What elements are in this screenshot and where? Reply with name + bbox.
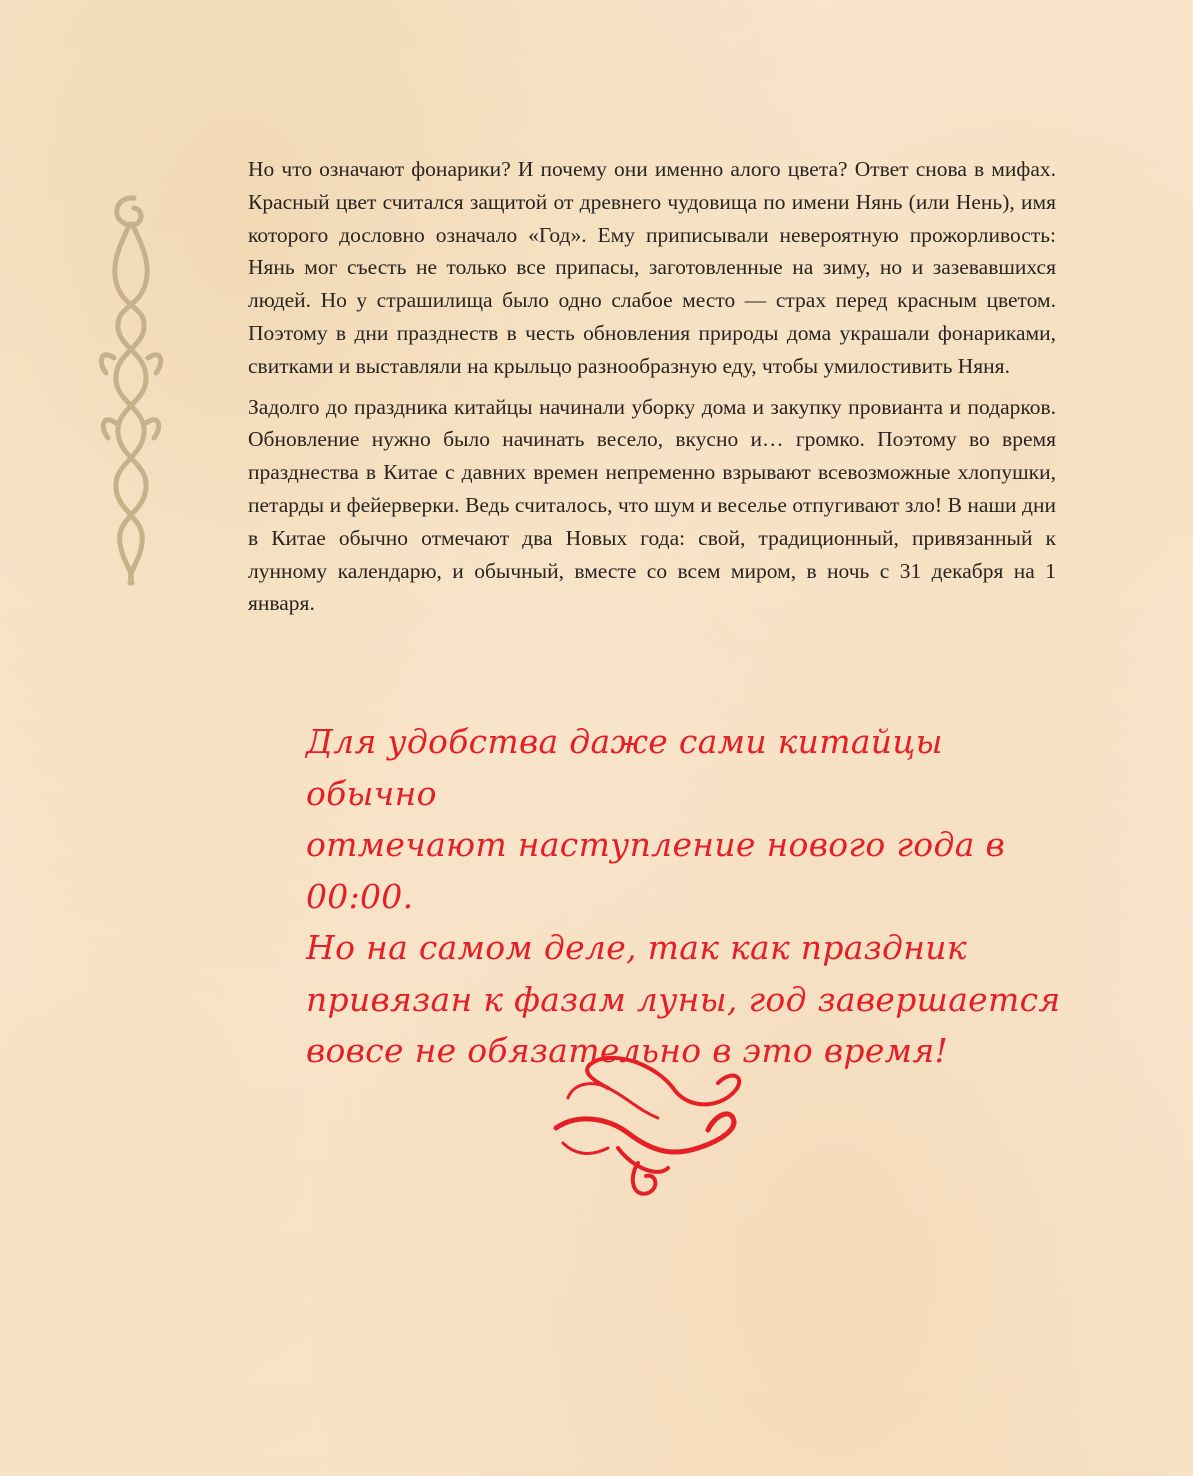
flourish-ornament-left bbox=[96, 188, 166, 588]
article-body bbox=[248, 153, 1056, 628]
callout-quote bbox=[306, 716, 1066, 1077]
flourish-ornament-bottom bbox=[548, 1048, 758, 1208]
quote-line: Но на самом деле, так как праздник bbox=[306, 928, 967, 967]
quote-line: отмечают наступление нового года в 00:00. bbox=[306, 825, 1005, 916]
paragraph-celebration: Задолго до праздника китайцы начинали уборку дома и закупку провианта и подарков. Обновление нужно было начинать весело, вкусно и… громко. Поэтому во время празднества в Китае с давних времен непременно взрывают всевозможные хлопушки, петарды и фейерверки. Ведь считалось, что шум и веселье отпугивают зло! В наши дни в Китае обычно отмечают два Новых года: свой, традиционный, привязанный к лунному календарю, и обычный, вместе со всем миром, в ночь с 31 декабря на 1 января. bbox=[248, 394, 1056, 616]
quote-line: привязан к фазам луны, год завершается bbox=[306, 979, 1061, 1019]
quote-line: вовсе не обязательно в это время! bbox=[306, 1031, 949, 1070]
quote-line: Для удобства даже сами китайцы обычно bbox=[306, 722, 943, 813]
paragraph-lanterns: Но что означают фонарики? И почему они именно алого цвета? Ответ снова в мифах. Красный цвет считался защитой от древнего чудовища по имени Нянь (или Нень), имя которого дословно означало «Год». Ему приписывали невероятную прожорливость: Нянь мог съесть не только все припасы, заготовленные на зиму, но и зазевавшихся людей. Но у страшилища было одно слабое место — страх перед красным цветом. Поэтому в дни празднеств в честь обновления природы дома украшали фонариками, свитками и выставляли на крыльцо разнообразную еду, чтобы умилостивить Няня. bbox=[248, 157, 1056, 378]
